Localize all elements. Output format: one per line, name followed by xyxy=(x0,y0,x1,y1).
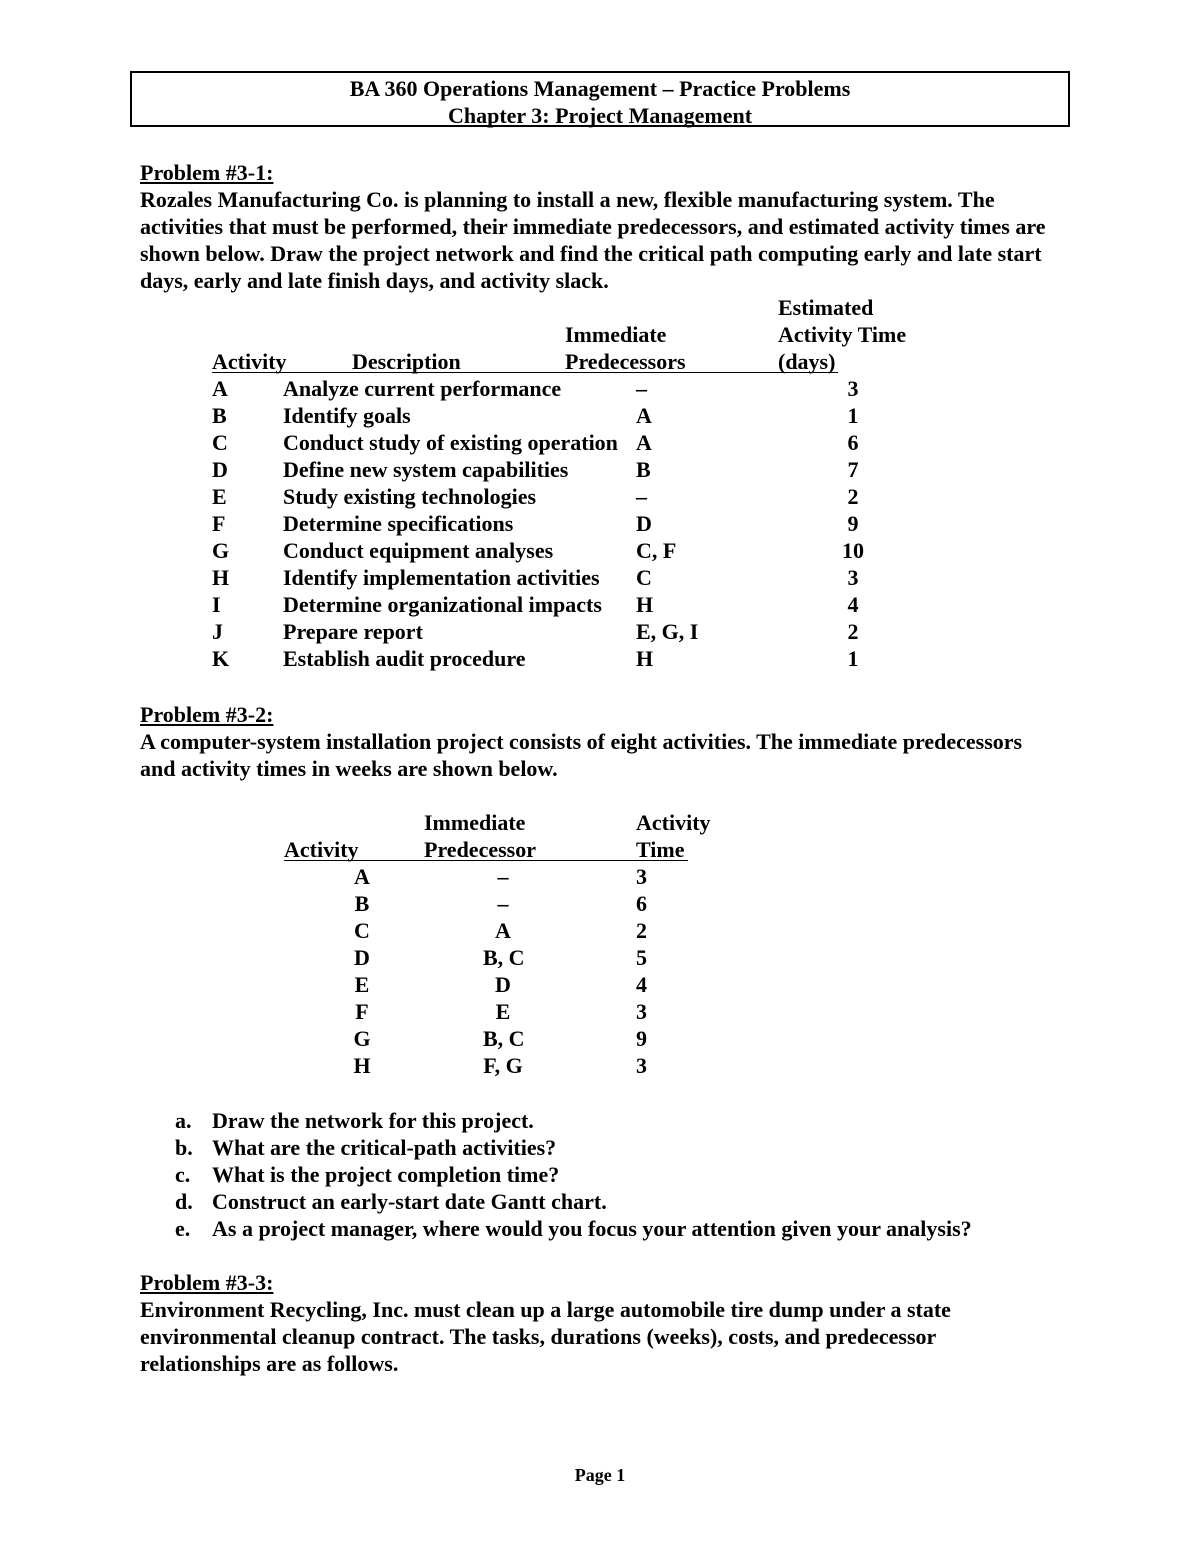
problem1-line: days, early and late finish days, and activity slack. xyxy=(140,268,609,293)
p1-description-cell: Determine specifications xyxy=(283,511,514,536)
p2-predecessor-cell: – xyxy=(497,891,509,916)
p1-time-cell: 9 xyxy=(847,511,859,536)
p2-time-cell: 3 xyxy=(636,999,647,1024)
p2-header-activity: Activity xyxy=(284,837,359,862)
p1-predecessor-cell: – xyxy=(636,376,647,401)
problem1-line: activities that must be performed, their immediate predecessors, and estimated activity times are xyxy=(140,214,1046,239)
problem1-heading: Problem #3-1: xyxy=(140,160,274,185)
p2-activity-cell: G xyxy=(353,1026,371,1051)
p2-time-cell: 4 xyxy=(636,972,647,997)
p1-time-cell: 6 xyxy=(847,430,859,455)
question-label: d. xyxy=(175,1189,193,1214)
p1-predecessor-cell: C, F xyxy=(636,538,677,563)
problem3-line: environmental cleanup contract. The tasks, durations (weeks), costs, and predecessor xyxy=(140,1324,937,1349)
p2-predecessor-cell: – xyxy=(497,864,509,889)
title-box xyxy=(130,71,1070,127)
p2-time-cell: 6 xyxy=(636,891,647,916)
p2-activity-cell: H xyxy=(353,1053,371,1078)
problem1-line: shown below. Draw the project network and find the critical path computing early and late start xyxy=(140,241,1042,266)
question-text: Construct an early-start date Gantt chart. xyxy=(212,1189,607,1214)
p2-time-cell: 9 xyxy=(636,1026,647,1051)
p1-time-cell: 10 xyxy=(842,538,864,563)
p1-time-cell: 4 xyxy=(847,592,859,617)
question-text: What is the project completion time? xyxy=(212,1162,560,1187)
p2-predecessor-cell: D xyxy=(495,972,511,997)
p2-predecessor-cell: E xyxy=(495,999,511,1024)
problem2-line: and activity times in weeks are shown below. xyxy=(140,756,558,781)
p1-activity-cell: G xyxy=(212,538,230,563)
p1-predecessor-cell: C xyxy=(636,565,652,590)
p1-time-cell: 2 xyxy=(847,484,859,509)
p1-description-cell: Analyze current performance xyxy=(283,376,562,401)
problem3-heading: Problem #3-3: xyxy=(140,1270,274,1295)
p1-predecessor-cell: – xyxy=(636,484,647,509)
p1-header-time1: Estimated xyxy=(778,295,874,320)
p2-time-cell: 2 xyxy=(636,918,647,943)
chapter-title: Chapter 3: Project Management xyxy=(447,103,753,128)
p1-activity-cell: B xyxy=(212,403,227,428)
p1-header-rule xyxy=(212,372,838,373)
p1-predecessor-cell: B xyxy=(636,457,651,482)
p1-description-cell: Identify implementation activities xyxy=(283,565,600,590)
p1-description-cell: Study existing technologies xyxy=(283,484,537,509)
p2-header-pred1: Immediate xyxy=(424,810,526,835)
page-number: Page 1 xyxy=(574,1465,626,1485)
p1-predecessor-cell: E, G, I xyxy=(636,619,699,644)
p1-header-time2: Activity Time xyxy=(778,322,907,347)
p2-activity-cell: E xyxy=(354,972,370,997)
problem2-text xyxy=(140,728,1060,782)
problem3-line: Environment Recycling, Inc. must clean up a large automobile tire dump under a state xyxy=(140,1297,951,1322)
p1-description-cell: Prepare report xyxy=(283,619,423,644)
p1-header-activity: Activity xyxy=(212,349,287,374)
question-text: Draw the network for this project. xyxy=(212,1108,534,1133)
p1-header-description: Description xyxy=(352,349,461,374)
p1-predecessor-cell: H xyxy=(636,592,654,617)
p1-predecessor-cell: H xyxy=(636,646,654,671)
p1-description-cell: Determine organizational impacts xyxy=(283,592,602,617)
p1-time-cell: 1 xyxy=(847,403,859,428)
p2-time-cell: 5 xyxy=(636,945,647,970)
p1-time-cell: 3 xyxy=(847,376,859,401)
p1-header-time3: (days) xyxy=(778,349,836,374)
p1-predecessor-cell: D xyxy=(636,511,652,536)
p2-header-time2: Time xyxy=(636,837,685,862)
p1-activity-cell: C xyxy=(212,430,228,455)
p1-activity-cell: K xyxy=(212,646,230,671)
p1-description-cell: Identify goals xyxy=(283,403,411,428)
p1-header-pred1: Immediate xyxy=(565,322,667,347)
problem2-line: A computer-system installation project consists of eight activities. The immediate predecessors xyxy=(140,729,1023,754)
p2-predecessor-cell: B, C xyxy=(483,945,525,970)
p1-description-cell: Establish audit procedure xyxy=(283,646,526,671)
question-label: b. xyxy=(175,1135,193,1160)
p1-time-cell: 1 xyxy=(847,646,859,671)
p2-activity-cell: D xyxy=(354,945,370,970)
p1-header-pred2: Predecessors xyxy=(565,349,686,374)
problem3-text xyxy=(140,1296,1060,1377)
problem2-heading: Problem #3-2: xyxy=(140,702,274,727)
p2-activity-cell: C xyxy=(354,918,370,943)
question-label: c. xyxy=(175,1162,191,1187)
p1-activity-cell: I xyxy=(212,592,221,617)
question-label: a. xyxy=(175,1108,192,1133)
problem3-line: relationships are as follows. xyxy=(140,1351,399,1376)
problem1-text xyxy=(140,186,1060,294)
p1-predecessor-cell: A xyxy=(636,430,652,455)
p1-description-cell: Conduct equipment analyses xyxy=(283,538,554,563)
document-title: BA 360 Operations Management – Practice Problems xyxy=(349,76,851,101)
p2-activity-cell: F xyxy=(355,999,369,1024)
question-text: What are the critical-path activities? xyxy=(212,1135,557,1160)
p2-activity-cell: A xyxy=(354,864,370,889)
p1-description-cell: Define new system capabilities xyxy=(283,457,569,482)
p2-predecessor-cell: B, C xyxy=(483,1026,525,1051)
p1-activity-cell: D xyxy=(212,457,228,482)
p1-activity-cell: F xyxy=(212,511,226,536)
problem1-line: Rozales Manufacturing Co. is planning to install a new, flexible manufacturing system. The xyxy=(140,187,995,212)
p2-header-pred2: Predecessor xyxy=(424,837,536,862)
question-text: As a project manager, where would you focus your attention given your analysis? xyxy=(212,1216,972,1241)
p2-time-cell: 3 xyxy=(636,1053,647,1078)
p2-header-time1: Activity xyxy=(636,810,711,835)
p2-time-cell: 3 xyxy=(636,864,647,889)
p1-activity-cell: J xyxy=(212,619,223,644)
p2-predecessor-cell: A xyxy=(495,918,511,943)
p1-activity-cell: E xyxy=(212,484,227,509)
p1-predecessor-cell: A xyxy=(636,403,652,428)
question-label: e. xyxy=(175,1216,191,1241)
p1-description-cell: Conduct study of existing operation xyxy=(283,430,618,455)
p2-predecessor-cell: F, G xyxy=(483,1053,523,1078)
p2-header-rule xyxy=(284,860,688,861)
p2-activity-cell: B xyxy=(354,891,370,916)
p1-activity-cell: H xyxy=(212,565,230,590)
p1-activity-cell: A xyxy=(212,376,228,401)
p1-time-cell: 7 xyxy=(847,457,859,482)
p1-time-cell: 3 xyxy=(847,565,859,590)
p1-time-cell: 2 xyxy=(847,619,859,644)
